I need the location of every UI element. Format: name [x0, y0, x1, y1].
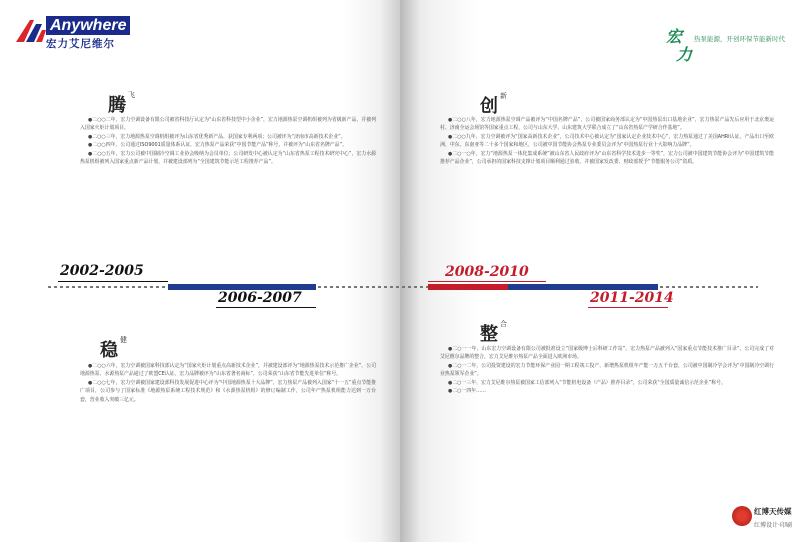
brand-char-2: 力 [676, 45, 693, 64]
year-underline [428, 281, 546, 282]
brand-slogan-block [666, 22, 786, 62]
brand-slogan: 热泵能源，开创环保节能新时代 [694, 35, 785, 43]
section-teng-text [80, 116, 376, 166]
page-gutter-right [400, 0, 420, 542]
heading-wen-sup: 健 [120, 336, 127, 344]
paragraph: ●二○○二年，宏力空调设备有限公司被省科技厅认定为“山东省科技型中小企业”，宏力地源热泵空调机组被列为省级新产品，并被列入国家火炬计划项目。 [80, 117, 376, 132]
year-underline [588, 307, 668, 308]
year-2011-2014: 2011-2014 [590, 290, 674, 306]
logo-mark-icon [16, 20, 46, 42]
printer-logo-title: 红博天传媒 [754, 507, 792, 516]
paragraph: ●二○○七年，宏力空调被国家建设部科技发展促进中心评为“中国地源热泵十大品牌”，宏力热泵产品被列入国家“十一五”重点节能推广项目，公司参与了国家标准《地源热泵系统工程技术规范》和《水源热泵机组》的修订编制工作，公司年产热泵机组能力达到一万台套，营业收入突破三亿元。 [80, 379, 376, 403]
printer-logo-subtitle: 红博设计·印刷 [754, 522, 792, 529]
paragraph: ●二○一三年，宏力艾尼维尔热泵被国家工信部列入“节能机电设备（产品）推荐目录”，公司荣获“全国质量诚信示范企业”称号。 [448, 379, 726, 386]
year-2006-2007: 2006-2007 [218, 290, 302, 306]
year-2002-2005: 2002-2005 [60, 263, 144, 279]
paragraph: ●二○○四年，公司通过ISO9001质量体系认证，宏力热泵产品荣获“中国节能产品”称号，并被评为“山东省名牌产品”。 [88, 142, 347, 149]
timeline-red-segment [428, 284, 508, 290]
paragraph: ●二○○八年，宏力地源热泵空调产品被评为“中国名牌产品”，公司被国家商务部认定为“中国热泵出口基地企业”，宏力热泵产品先后应用于北京奥运村、济南全运会场馆等国家重点工程，公司与山东大学、山东建筑大学联合成立了“山东省热泵产学研合作基地”。 [440, 117, 774, 132]
paragraph: ●二○一○年，宏力“地源热泵一体化集成系统”被山东省人民政府评为“山东省科学技术进步一等奖”，宏力公司被中国建筑节能协会评为“中国建筑节能推荐产品企业”，公司承担的国家科技支撑计划项目顺利通过验收，并被国家发改委、财政部授予“节能服务公司”资质。 [440, 150, 774, 166]
section-zheng-text [440, 345, 774, 395]
paragraph: ●二○一一年，山东宏力空调设备有限公司被批准设立“国家级博士后科研工作站”，宏力热泵产品被列入“国家重点节能技术推广目录”，公司完成了对艾尼维尔品牌的整合，宏力艾尼维尔热泵产品全面进入欧洲市场。 [440, 346, 774, 361]
printer-logo [732, 502, 794, 536]
heading-zheng: 整 [480, 324, 498, 345]
year-underline [216, 307, 316, 308]
logo-chinese: 宏力艾尼维尔 [46, 38, 115, 50]
paragraph: ●二○一四年…… [448, 388, 486, 395]
paragraph: ●二○一二年，公司投资建设的宏力节能环保产业园一期工程竣工投产，新增热泵机组年产能一万五千台套，公司被中国制冷学会评为“中国制冷空调行业热泵领军企业”。 [440, 362, 774, 378]
heading-zheng-sup: 合 [500, 320, 507, 328]
section-chuang-text [440, 116, 774, 166]
paragraph: ●二○○五年，宏力公司被中国制冷空调工业协会吸纳为会员单位；公司研发中心被认定为“山东省热泵工程技术研究中心”，宏力水源热泵机组被列入国家重点新产品计划，并被建设部列为“全国建筑节能示范工程推荐产品”。 [80, 150, 376, 166]
year-underline [58, 281, 168, 282]
year-2008-2010: 2008-2010 [445, 264, 529, 280]
printer-logo-icon [732, 506, 752, 526]
section-wen-text [80, 362, 376, 404]
paragraph: ●二○○三年，宏力地源热泵空调机组被评为山东省优秀新产品，获国家专利两项；公司被评为“济南市高新技术企业”。 [88, 133, 346, 140]
heading-teng-sup: 飞 [128, 91, 135, 99]
company-logo [16, 16, 136, 54]
paragraph: ●二○○九年，宏力空调被评为“国家高新技术企业”，公司技术中心被认定为“国家认定企业技术中心”，宏力热泵通过了美国AHRI认证，产品出口至欧洲、中东、东南亚等二十多个国家和地区，公司被中国节能协会热泵专业委员会评为“中国热泵行业十大影响力品牌”。 [440, 133, 774, 149]
page-gutter-left [380, 0, 400, 542]
heading-chuang-sup: 新 [500, 92, 507, 100]
heading-chuang: 创 [480, 96, 498, 117]
logo-english: Anywhere [46, 16, 130, 35]
paragraph: ●二○○六年，宏力空调被国家科技部认定为“国家火炬计划重点高新技术企业”，并被建设部评为“地源热泵技术示范推广企业”，公司地源热泵、水源热泵产品通过了欧盟CE认证，宏力品牌被评为“山东省著名商标”，公司荣获“山东省节能先进单位”称号。 [80, 363, 376, 378]
heading-teng: 腾 [108, 95, 126, 116]
brand-char-1: 宏 [666, 27, 683, 46]
heading-wen: 稳 [100, 340, 118, 361]
